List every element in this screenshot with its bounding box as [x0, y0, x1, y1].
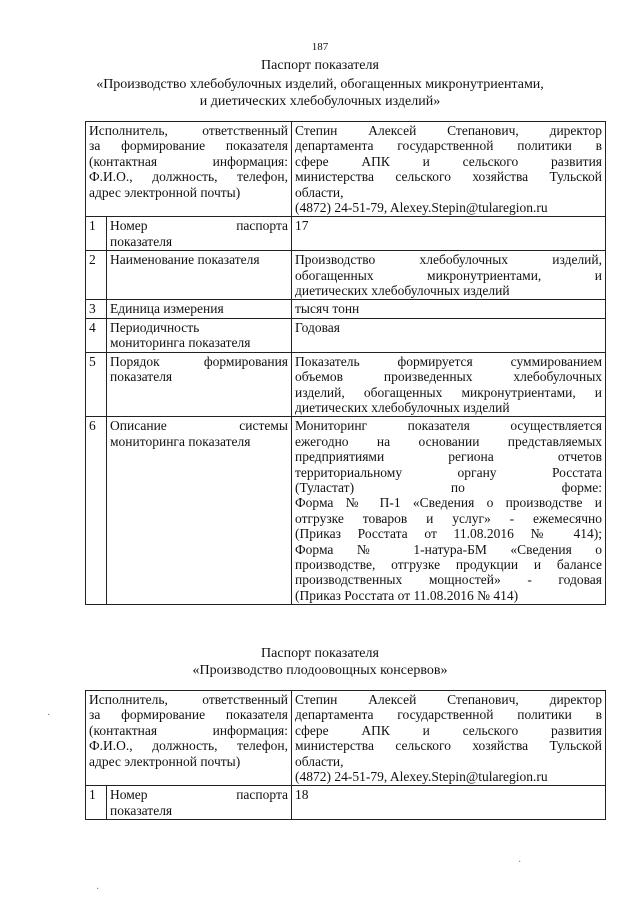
row-label — [107, 786, 292, 820]
executor-row — [86, 122, 606, 217]
text-line: Форма № 1-натура-БМ «Сведения о — [295, 541, 603, 557]
passport1-subtitle-line2: и диетических хлебобулочных изделий» — [199, 94, 441, 109]
row-value — [292, 217, 606, 251]
text-line: Степин Алексей Степанович, директор — [295, 692, 603, 707]
text-line: территориальному органу Росстата — [295, 464, 603, 480]
text-line: Периодичность — [110, 319, 200, 335]
passport2-heading: Паспорт показателя — [261, 646, 379, 661]
executor-value — [292, 122, 606, 217]
row-number: 6 — [86, 417, 107, 605]
text-line: министерства сельского хозяйства Тульской — [295, 169, 603, 185]
text-line: сфере АПК и сельского развития — [295, 153, 603, 169]
row-value — [292, 417, 606, 605]
table-row — [86, 318, 606, 352]
text-line: (Приказ Росстата от 11.08.2016 № 414); — [295, 526, 603, 542]
text-line: министерства сельского хозяйства Тульской — [295, 738, 603, 754]
text-line: департамента государственной политики в — [295, 138, 603, 154]
text-line: (контактная информация: — [89, 722, 289, 738]
text-line: департамента государственной политики в — [295, 707, 603, 723]
table-row — [86, 217, 606, 251]
text-line: области, — [295, 753, 344, 769]
row-label — [107, 352, 292, 417]
text-line: тысяч тонн — [295, 301, 360, 317]
text-line: Исполнитель, ответственный — [89, 692, 289, 707]
text-line: Номер паспорта — [110, 218, 289, 234]
passport2-table — [85, 690, 606, 820]
table-row — [86, 352, 606, 417]
text-line: диетических хлебобулочных изделий — [295, 283, 510, 299]
executor-row — [86, 691, 606, 786]
text-line: мониторинга показателя — [110, 433, 251, 449]
text-line: Исполнитель, ответственный — [89, 123, 289, 138]
text-line: Описание системы — [110, 418, 289, 434]
text-line: Производство хлебобулочных изделий, — [295, 252, 603, 268]
text-line: адрес электронной почты) — [89, 753, 241, 769]
text-line: (Приказ Росстата от 11.08.2016 № 414) — [295, 587, 519, 603]
scan-speck: · — [47, 710, 51, 721]
row-number: 5 — [86, 352, 107, 417]
text-line: диетических хлебобулочных изделий — [295, 399, 510, 415]
passport1-heading: Паспорт показателя — [261, 58, 379, 73]
page-number: 187 — [311, 41, 329, 53]
table-row — [86, 417, 606, 605]
text-line: показателя — [110, 369, 173, 385]
text-line: Номер паспорта — [110, 787, 289, 803]
text-line: изделий, обогащенных микронутриентами, и — [295, 384, 603, 400]
text-line: адрес электронной почты) — [89, 184, 241, 200]
text-line: производстве, отгрузке продукции и балансе — [295, 556, 603, 572]
table-row — [86, 251, 606, 300]
text-line: показателя — [110, 802, 173, 818]
row-number: 2 — [86, 251, 107, 300]
row-value — [292, 318, 606, 352]
text-line: 17 — [295, 218, 309, 234]
row-value — [292, 786, 606, 820]
text-line: Форма № П-1 «Сведения о производстве и — [295, 495, 603, 511]
passport1-table — [85, 121, 606, 605]
row-number: 4 — [86, 318, 107, 352]
text-line: показателя — [110, 233, 173, 249]
row-label — [107, 417, 292, 605]
executor-value — [292, 691, 606, 786]
row-label — [107, 251, 292, 300]
text-line: Степин Алексей Степанович, директор — [295, 123, 603, 138]
table-row — [86, 300, 606, 318]
text-line: (4872) 24-51-79, Alexey.Stepin@tularegion.ru — [295, 769, 548, 785]
row-label — [107, 318, 292, 352]
row-number: 3 — [86, 300, 107, 318]
text-line: Годовая — [295, 319, 341, 335]
text-line: Порядок формирования — [110, 353, 289, 369]
row-label — [107, 217, 292, 251]
text-line: (Туластат) по форме: — [295, 479, 603, 495]
text-line: мониторинга показателя — [110, 335, 251, 351]
passport1-subtitle-line1: «Производство хлебобулочных изделий, обогащенных микронутриентами, — [96, 77, 544, 92]
text-line: обогащенных микронутриентами, и — [295, 267, 603, 283]
text-line: Наименование показателя — [110, 252, 260, 268]
text-line: производственных мощностей» - годовая — [295, 572, 603, 588]
text-line: предприятиями региона отчетов — [295, 449, 603, 465]
row-number: 1 — [86, 786, 107, 820]
text-line: (4872) 24-51-79, Alexey.Stepin@tularegion.ru — [295, 200, 548, 216]
scan-speck: · — [518, 857, 522, 868]
text-line: за формирование показателя — [89, 707, 289, 723]
row-value — [292, 352, 606, 417]
executor-label — [86, 122, 292, 217]
text-line: за формирование показателя — [89, 138, 289, 154]
passport2-subtitle: «Производство плодоовощных консервов» — [192, 663, 448, 678]
text-line: Ф.И.О., должность, телефон, — [89, 738, 289, 754]
text-line: отгрузке товаров и услуг» - ежемесячно — [295, 510, 603, 526]
text-line: объемов произведенных хлебобулочных — [295, 369, 603, 385]
text-line: Единица измерения — [110, 301, 224, 317]
row-value — [292, 300, 606, 318]
text-line: Ф.И.О., должность, телефон, — [89, 169, 289, 185]
executor-label — [86, 691, 292, 786]
text-line: ежегодно на основании представляемых — [295, 433, 603, 449]
table-row — [86, 786, 606, 820]
row-number: 1 — [86, 217, 107, 251]
text-line: Показатель формируется суммированием — [295, 353, 603, 369]
scan-speck: · — [96, 884, 100, 895]
text-line: сфере АПК и сельского развития — [295, 722, 603, 738]
text-line: 18 — [295, 787, 309, 803]
row-value — [292, 251, 606, 300]
text-line: Мониторинг показателя осуществляется — [295, 418, 603, 434]
row-label — [107, 300, 292, 318]
text-line: (контактная информация: — [89, 153, 289, 169]
text-line: области, — [295, 184, 344, 200]
